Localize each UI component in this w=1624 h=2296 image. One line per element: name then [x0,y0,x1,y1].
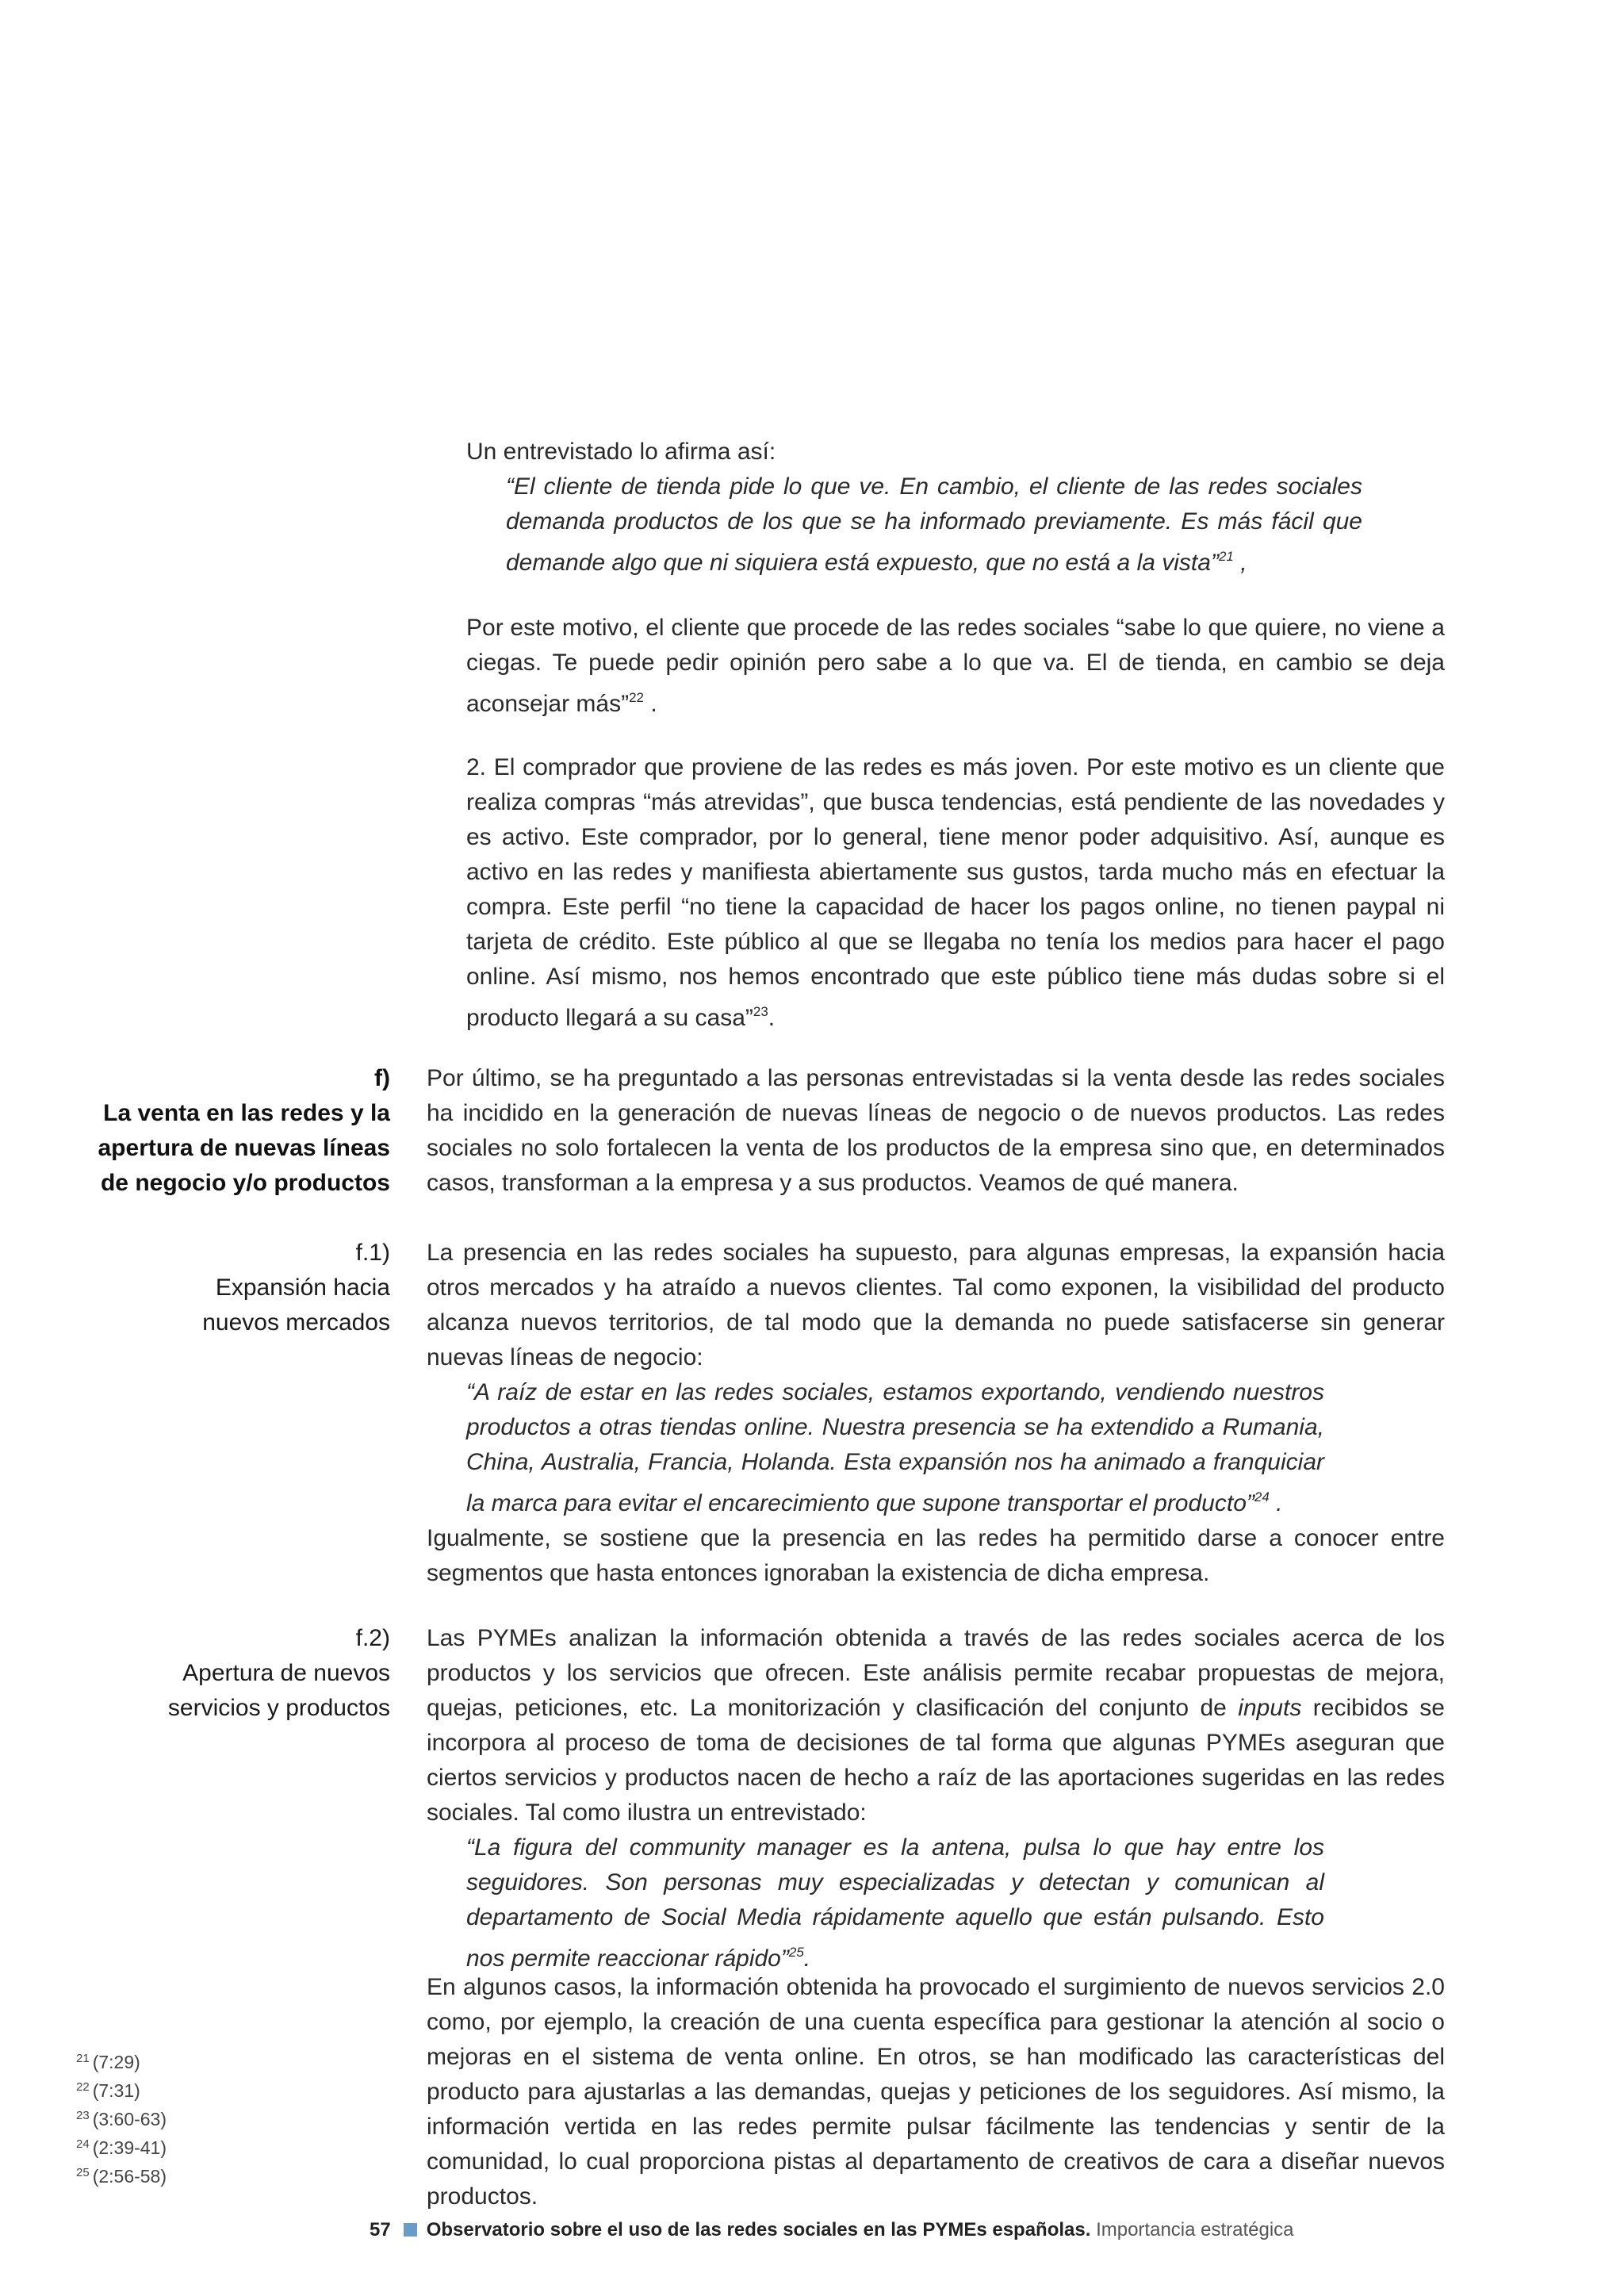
footer-title: Observatorio sobre el uso de las redes sociales en las PYMEs españolas. [426,2219,1091,2240]
footnote-item: $^{24}$ (2:39-41) [76,2137,167,2158]
section-f2-heading [63,1621,390,1726]
intro-quote: “El cliente de tienda pide lo que ve. En cambio, el cliente de las redes sociales demanda productos de los que se ha informado previamente. Es más fácil que demande algo que ni siquiera está expuesto, que no está a la vista”$^{21}$ , [506,473,1362,576]
section-title-line: nuevos mercados [202,1309,390,1336]
section-marker: f) [374,1065,390,1091]
footer-subtitle: Importancia estratégica [1090,2219,1294,2240]
section-f2-body: Las PYMEs analizan la información obtenida a través de las redes sociales acerca de los productos y los servicios que ofrecen. Este análisis permite recabar propuestas de mejora, quejas, peticiones, etc. La monitorización y clasificación del conjunto de inputs recibidos se incorpora al proceso de toma de decisiones de tal forma que algunas PYMEs aseguran que ciertos servicios y productos nacen de hecho a raíz de las aportaciones sugeridas en las redes sociales. Tal como ilustra un entrevistado: “La figura del community manager es la antena, pulsa lo que hay entre los seguidores. Son personas muy especializadas y detectan y comunican al departamento de Social Media rápidamente aquello que están pulsando. Esto nos permite reaccionar rápido”$^{25}$. [427,1621,1445,1976]
intro-lead: Un entrevistado lo afirma así: [466,439,776,465]
section-f1-body: La presencia en las redes sociales ha supuesto, para algunas empresas, la expansión hacia otros mercados y ha atraído a nuevos clientes. Tal como exponen, la visibilidad del producto alcanza nuevos territorios, de tal modo que la demanda no puede satisfacerse sin generar nuevas líneas de negocio: “A raíz de estar en las redes sociales, estamos exportando, vendiendo nuestros productos a otras tiendas online. Nuestra presencia se ha extendido a Rumania, China, Australia, Francia, Holanda. Esta expansión nos ha animado a franquiciar la marca para evitar el encarecimiento que supone transportar el producto”$^{24}$ . Igualmente, se sostiene que la presencia en las redes ha permitido darse a conocer entre segmentos que hasta entonces ignoraban la existencia de dicha empresa. [427,1236,1445,1591]
footnotes [76,2046,167,2189]
section-f1-after: Igualmente, se sostiene que la presencia en las redes ha permitido darse a conocer entre segmentos que hasta entonces ignoraban la existencia de dicha empresa. [427,1525,1445,1586]
footnote-ref: 24 [1254,1489,1270,1504]
footnote-item: $^{23}$ (3:60-63) [76,2109,167,2129]
footnote-item: $^{25}$ (2:56-58) [76,2166,167,2187]
section-title-line: de negocio y/o productos [100,1170,390,1196]
section-f-heading [63,1061,390,1201]
section-title-line: Apertura de nuevos [182,1660,390,1686]
section-marker: f.1) [355,1240,390,1266]
section-f2-closing: En algunos casos, la información obtenida ha provocado el surgimiento de nuevos servicios 2.0 como, por ejemplo, la creación de una cuenta específica para gestionar la atención al socio o mejoras en el sistema de venta online. En otros, se han modificado las características del producto para ajustarlas a las demandas, quejas y peticiones de los seguidores. Así mismo, la información vertida en las redes permite pulsar fácilmente las tendencias y sentir de la comunidad, lo cual proporciona pistas al departamento de creativos de cara a diseñar nuevos productos. [427,1974,1445,2210]
intro-section [466,435,1445,581]
footnote-ref: 22 [629,690,644,705]
footnote-item: $^{22}$ (7:31) [76,2080,140,2101]
footnote-ref: 25 [788,1945,804,1960]
intro-paragraph-1: Por este motivo, el cliente que procede de las redes sociales “sabe lo que quiere, no viene a ciegas. Te puede pedir opinión pero sabe a lo que va. El de tienda, en cambio se deja aconsejar más”$^{22}$ . [466,615,1445,717]
page-number: 57 [370,2219,391,2240]
footnote-item: $^{21}$ (7:29) [76,2052,140,2072]
section-f1-heading [63,1236,390,1340]
square-bullet-icon [404,2223,417,2237]
section-f1-quote: “A raíz de estar en las redes sociales, estamos exportando, vendiendo nuestros productos a otras tiendas online. Nuestra presencia se ha extendido a Rumania, China, Australia, Francia, Holanda. Esta expansión nos ha animado a franquiciar la marca para evitar el encarecimiento que supone transportar el producto”$^{24}$ . [466,1379,1324,1516]
section-title-line: apertura de nuevas líneas [98,1135,390,1161]
section-title-line: La venta en las redes y la [103,1100,390,1126]
section-f-body: Por último, se ha preguntado a las personas entrevistadas si la venta desde las redes sociales ha incidido en la generación de nuevas líneas de negocio o de nuevos productos. Las redes sociales no solo fortalecen la venta de los productos de la empresa sino que, en determinados casos, transforman a la empresa y a sus productos. Veamos de qué manera. [427,1065,1445,1196]
page-footer [370,2217,1294,2243]
section-f2-quote: “La figura del community manager es la antena, pulsa lo que hay entre los seguidores. Son personas muy especializadas y detectan y comunican al departamento de Social Media rápidamente aquello que están pulsando. Esto nos permite reaccionar rápido”$^{25}$. [466,1834,1324,1972]
section-title-line: Expansión hacia [215,1274,390,1301]
footnote-ref: 23 [753,1004,768,1019]
footnote-ref: 21 [1218,549,1234,564]
section-title-line: servicios y productos [167,1695,390,1721]
section-marker: f.2) [355,1625,390,1651]
intro-paragraph-2: 2. El comprador que proviene de las redes es más joven. Por este motivo es un cliente que realiza compras “más atrevidas”, que busca tendencias, está pendiente de las novedades y es activo. Este comprador, por lo general, tiene menor poder adquisitivo. Así, aunque es activo en las redes y manifiesta abiertamente sus gustos, tarda mucho más en efectuar la compra. Este perfil “no tiene la capacidad de hacer los pagos online, no tienen paypal ni tarjeta de crédito. Este público al que se llegaba no tenía los medios para hacer el pago online. Así mismo, nos hemos encontrado que este público tiene más dudas sobre si el producto llegará a su casa”$^{23}$. [466,754,1445,1031]
